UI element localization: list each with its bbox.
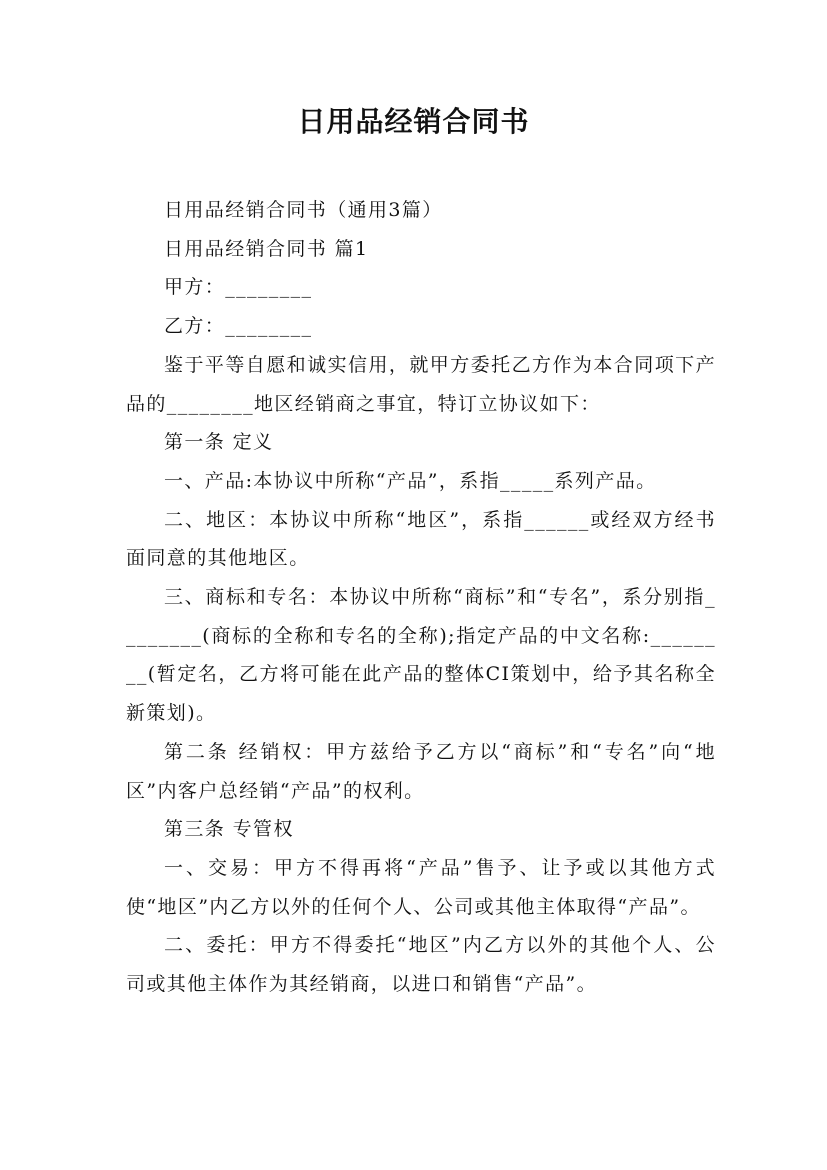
paragraph-party-b: 乙方：________ <box>164 315 313 338</box>
paragraph-party-a: 甲方：________ <box>164 276 313 299</box>
paragraph-definition-trademark: 三、商标和专名：本协议中所称“商标”和“专名”，系分别指________(商标的全称和专名的全称);指定产品的中文名称:________(暂定名，乙方将可能在此产品的整体CI策划中，给予其名称全新策划)。 <box>126 586 716 725</box>
paragraph-exclusive-trade: 一、交易：甲方不得再将“产品”售予、让予或以其他方式使“地区”内乙方以外的任何个人、公司或其他主体取得“产品”。 <box>126 856 716 918</box>
paragraph-definition-product: 一、产品:本协议中所称“产品”，系指_____系列产品。 <box>164 469 657 492</box>
document-title: 日用品经销合同书 <box>297 105 530 138</box>
paragraph-article-title: 日用品经销合同书 篇1 <box>164 237 369 260</box>
paragraph-article-2: 第二条 经销权：甲方兹给予乙方以“商标”和“专名”向“地区”内客户总经销“产品”的权利。 <box>126 740 716 802</box>
paragraph-exclusive-agency: 二、委托：甲方不得委托“地区”内乙方以外的其他个人、公司或其他主体作为其经销商，以进口和销售“产品”。 <box>126 934 716 996</box>
paragraph-article-1-heading: 第一条 定义 <box>164 431 274 454</box>
paragraph-article-3-heading: 第三条 专管权 <box>164 818 294 841</box>
document-body <box>126 191 716 1004</box>
paragraph-preamble: 鉴于平等自愿和诚实信用，就甲方委托乙方作为本合同项下产品的________地区经销商之事宜，特订立协议如下： <box>126 353 716 415</box>
paragraph-heading-intro: 日用品经销合同书（通用3篇） <box>164 199 443 221</box>
paragraph-definition-region: 二、地区：本协议中所称“地区”，系指______或经双方经书面同意的其他地区。 <box>126 508 716 570</box>
